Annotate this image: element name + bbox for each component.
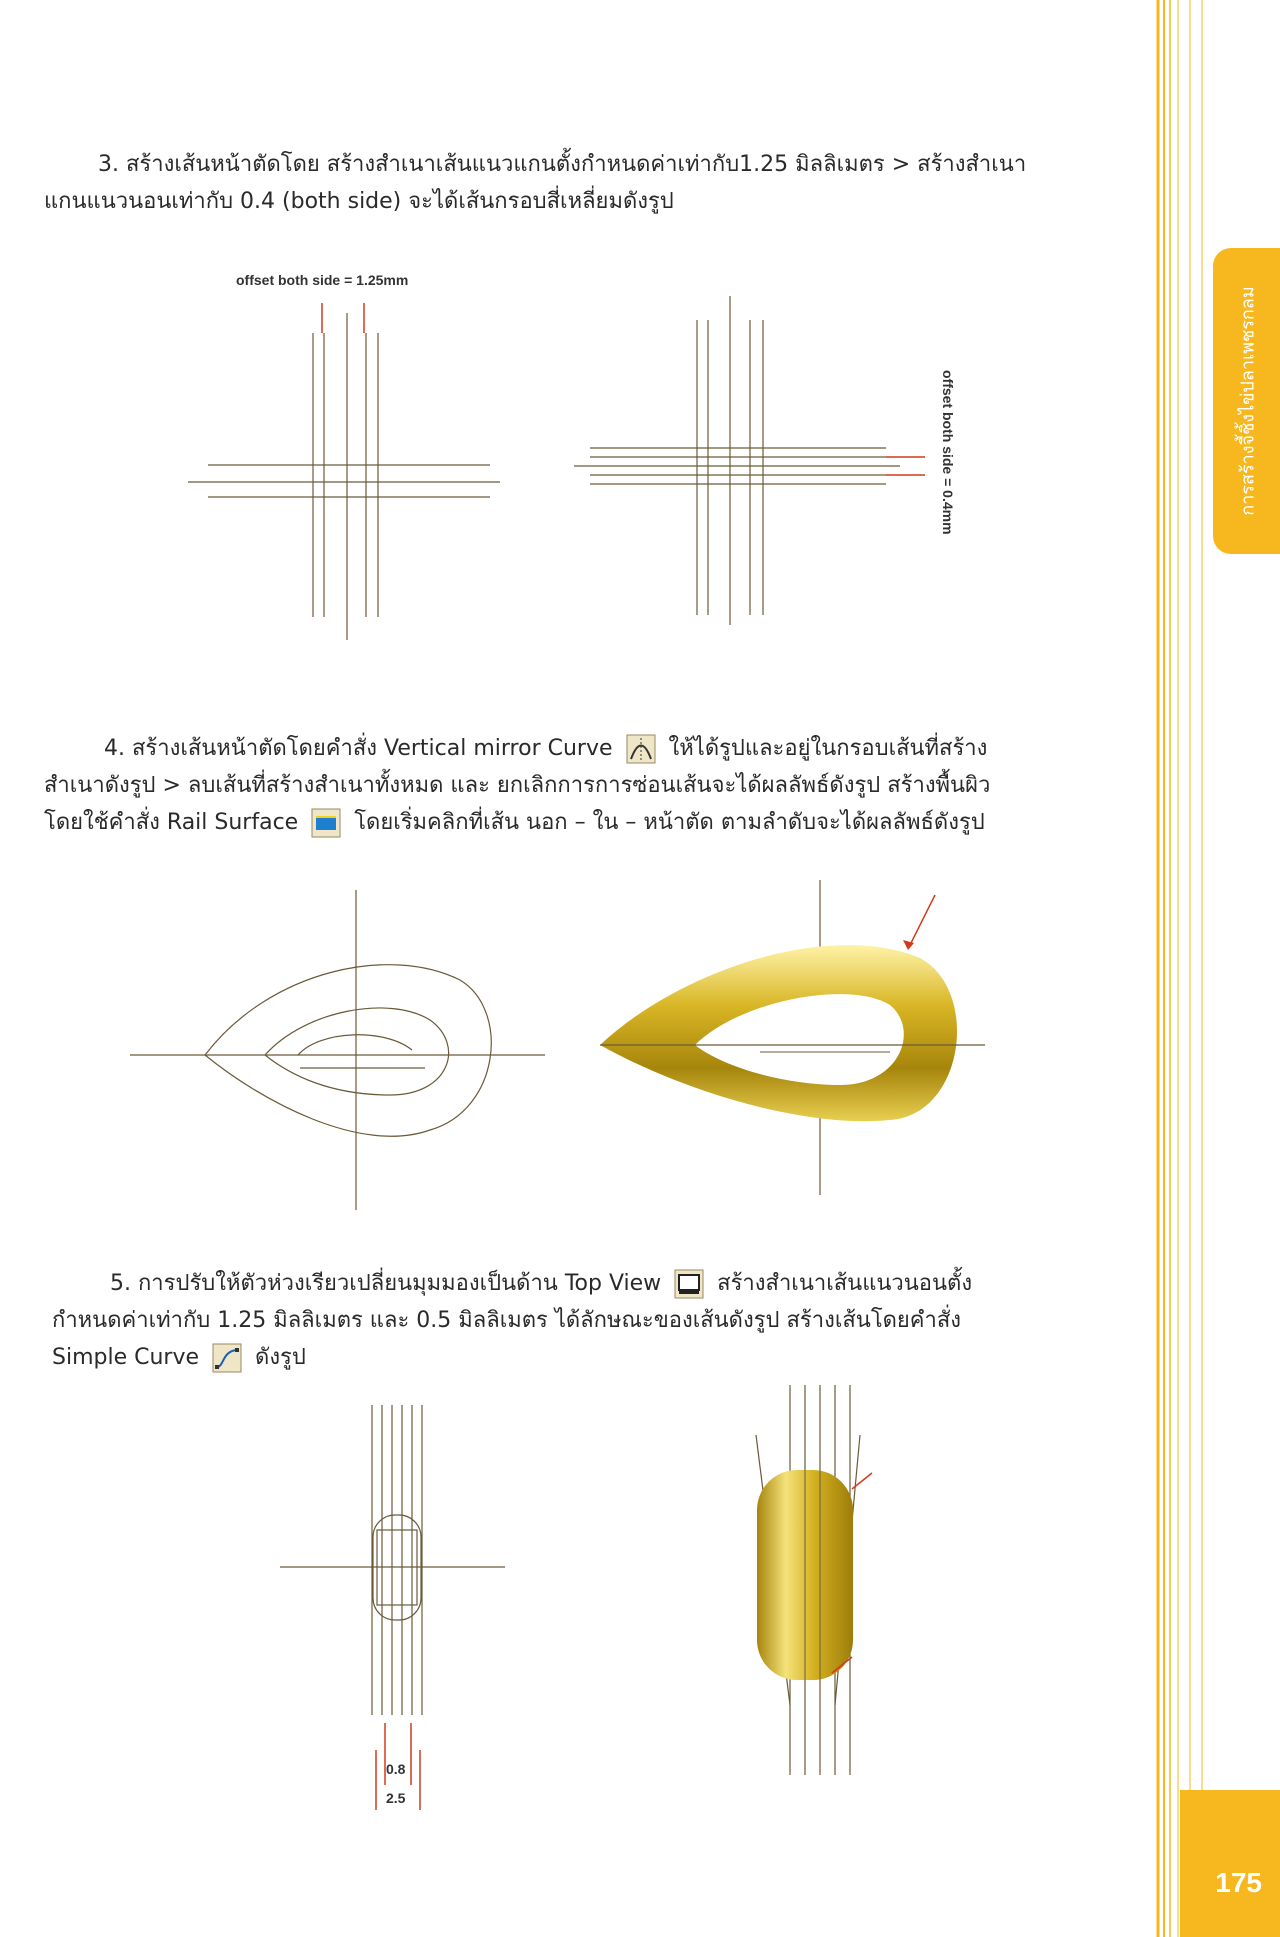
step4-line1-b: ให้ได้รูปและอยู่ในกรอบเส้นที่สร้าง <box>668 736 988 761</box>
step5-left-figure <box>280 1405 520 1815</box>
step4-line2: สำเนาดังรูป > ลบเส้นที่สร้างสำเนาทั้งหมด และ ยกเลิกการการซ่อนเส้นจะได้ผลลัพธ์ดังรูป สร้างพื้นผิว <box>44 773 991 798</box>
rail-surface-icon <box>311 808 341 838</box>
step4-line3-b: โดยเริ่มคลิกที่เส้น นอก – ใน – หน้าตัด ตามลำดับจะได้ผลลัพธ์ดังรูป <box>354 810 985 835</box>
simple-curve-icon <box>212 1343 242 1373</box>
step3-right-figure <box>560 290 980 630</box>
page-number-tab <box>1180 1790 1280 1937</box>
offset-label-right: offset both side = 0.4mm <box>940 370 956 535</box>
offset-label-left: offset both side = 1.25mm <box>236 272 409 288</box>
step5-line1-a: 5. การปรับให้ตัวห่วงเรียวเปลี่ยนมุมมองเป็นด้าน Top View <box>110 1271 662 1296</box>
mirror-curve-icon <box>626 734 656 764</box>
step5-line3-a: Simple Curve <box>52 1345 200 1370</box>
chapter-title: การสร้างจี้ชิ้งไข่ปลาเพชรกลม <box>1237 286 1258 516</box>
step3-line1: 3. สร้างเส้นหน้าตัดโดย สร้างสำเนาเส้นแนวแกนตั้งกำหนดค่าเท่ากับ1.25 มิลลิเมตร > สร้างสำเนา <box>98 152 1027 177</box>
step4-line3-a: โดยใช้คำสั่ง Rail Surface <box>44 810 299 835</box>
step3-paragraph <box>44 146 1026 220</box>
step3-line2: แกนแนวนอนเท่ากับ 0.4 (both side) จะได้เส้นกรอบสี่เหลี่ยมดังรูป <box>44 189 674 214</box>
step5-line2: กำหนดค่าเท่ากับ 1.25 มิลลิเมตร และ 0.5 มิลลิเมตร ได้ลักษณะของเส้นดังรูป สร้างเส้นโดยคำสั่ง <box>52 1308 962 1333</box>
step4-line1-a: 4. สร้างเส้นหน้าตัดโดยคำสั่ง Vertical mirror Curve <box>104 736 613 761</box>
step5-paragraph <box>52 1265 972 1376</box>
step5-line3-b: ดังรูป <box>255 1345 306 1370</box>
top-view-icon <box>674 1269 704 1299</box>
chapter-side-tab <box>1213 248 1280 554</box>
step5-right-figure <box>740 1385 890 1780</box>
page-number: 175 <box>1215 1867 1262 1898</box>
step3-left-figure <box>170 265 530 645</box>
dimension-inner: 0.8 <box>386 1761 406 1777</box>
dimension-outer: 2.5 <box>386 1790 406 1806</box>
step4-left-figure <box>130 890 560 1210</box>
step5-line1-b: สร้างสำเนาเส้นแนวนอนตั้ง <box>717 1271 973 1296</box>
step4-right-figure <box>600 880 990 1200</box>
step4-paragraph <box>44 730 990 841</box>
